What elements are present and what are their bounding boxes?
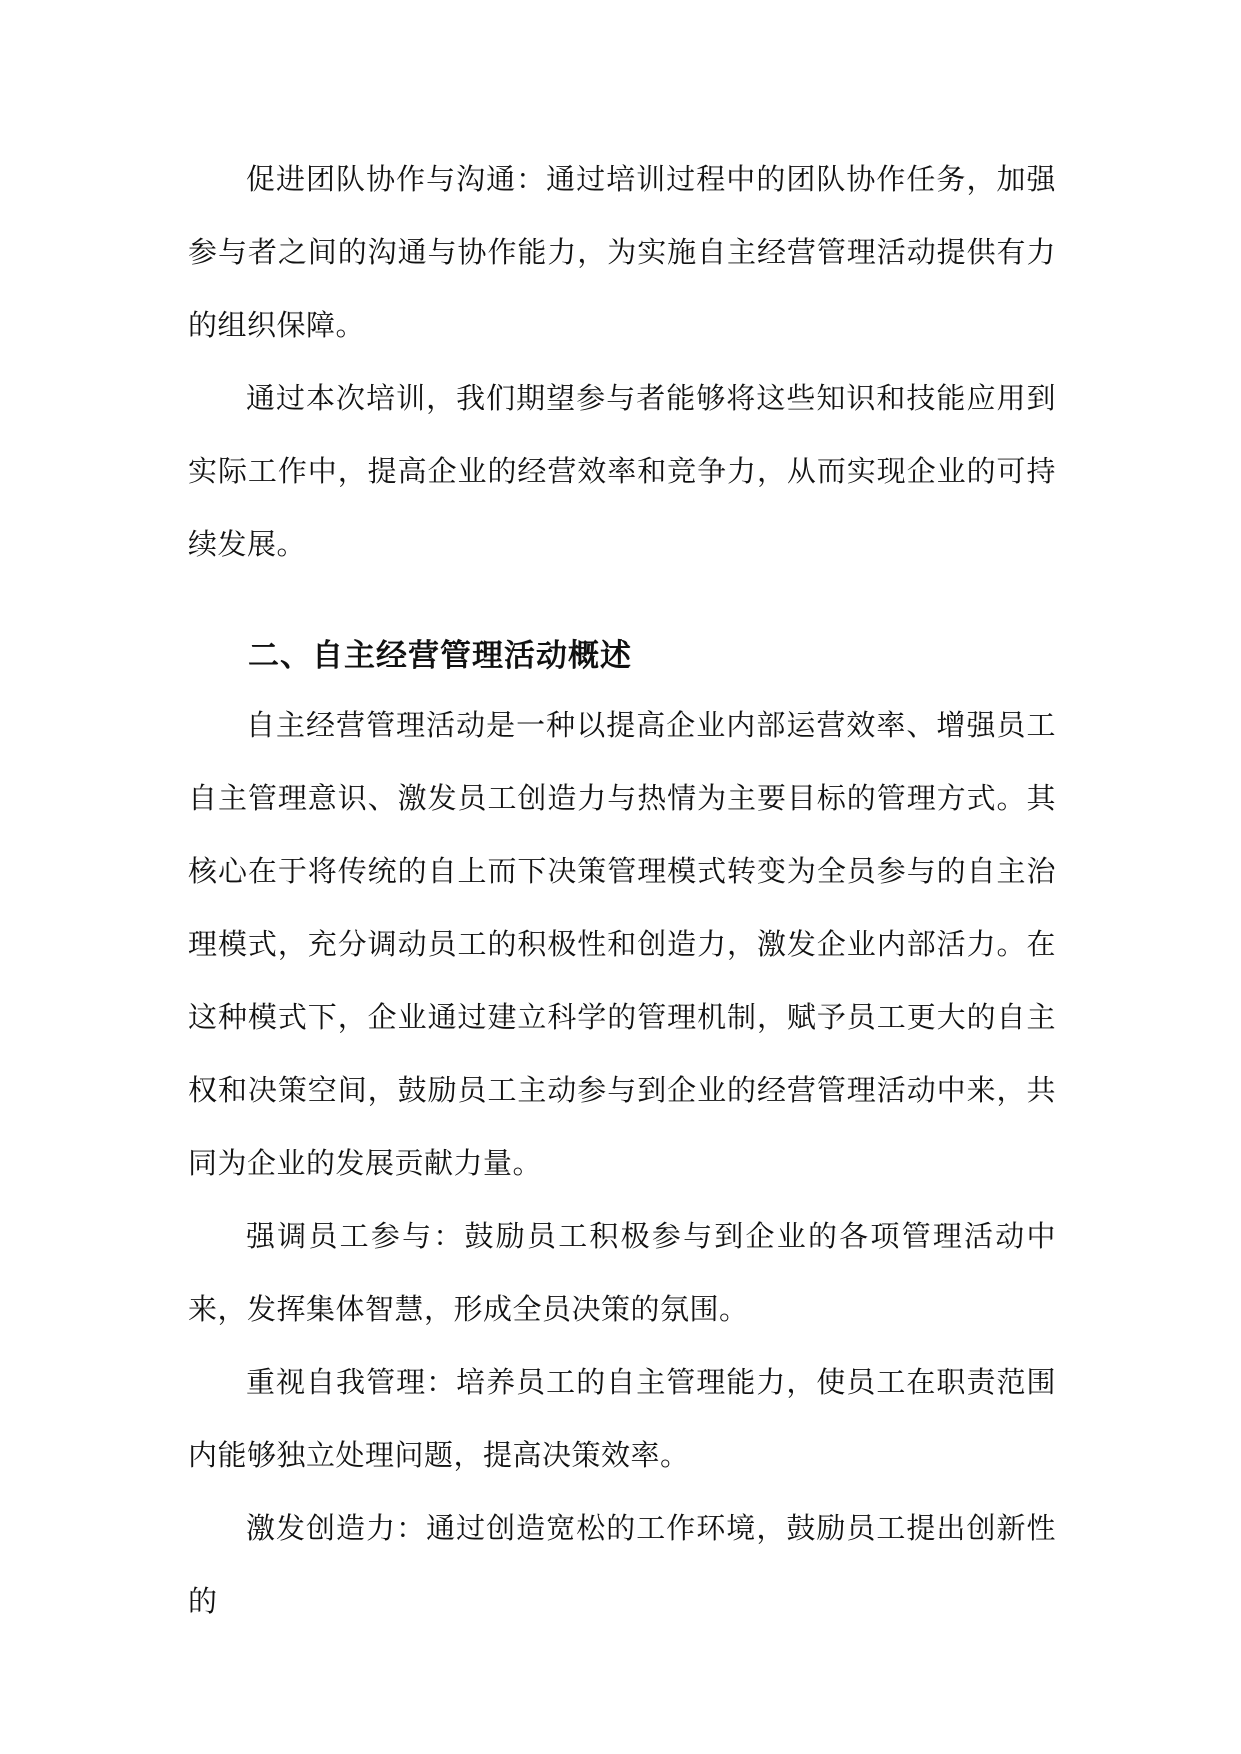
document-body <box>188 143 1056 1638</box>
paragraph-team-collaboration: 促进团队协作与沟通：通过培训过程中的团队协作任务，加强参与者之间的沟通与协作能力，为实施自主经营管理活动提供有力的组织保障。 <box>188 162 1056 342</box>
paragraph-self-management: 重视自我管理：培养员工的自主管理能力，使员工在职责范围内能够独立处理问题，提高决策效率。 <box>188 1365 1056 1472</box>
paragraph-overview: 自主经营管理活动是一种以提高企业内部运营效率、增强员工自主管理意识、激发员工创造力与热情为主要目标的管理方式。其核心在于将传统的自上而下决策管理模式转变为全员参与的自主治理模式，充分调动员工的积极性和创造力，激发企业内部活力。在这种模式下，企业通过建立科学的管理机制，赋予员工更大的自主权和决策空间，鼓励员工主动参与到企业的经营管理活动中来，共同为企业的发展贡献力量。 <box>188 708 1056 1180</box>
section-heading: 二、自主经营管理活动概述 <box>248 638 632 674</box>
paragraph-employee-participation: 强调员工参与：鼓励员工积极参与到企业的各项管理活动中来，发挥集体智慧，形成全员决策的氛围。 <box>188 1219 1056 1326</box>
paragraph-training-expectation: 通过本次培训，我们期望参与者能够将这些知识和技能应用到实际工作中，提高企业的经营效率和竞争力，从而实现企业的可持续发展。 <box>188 381 1056 561</box>
paragraph-creativity: 激发创造力：通过创造宽松的工作环境，鼓励员工提出创新性的 <box>188 1511 1056 1618</box>
